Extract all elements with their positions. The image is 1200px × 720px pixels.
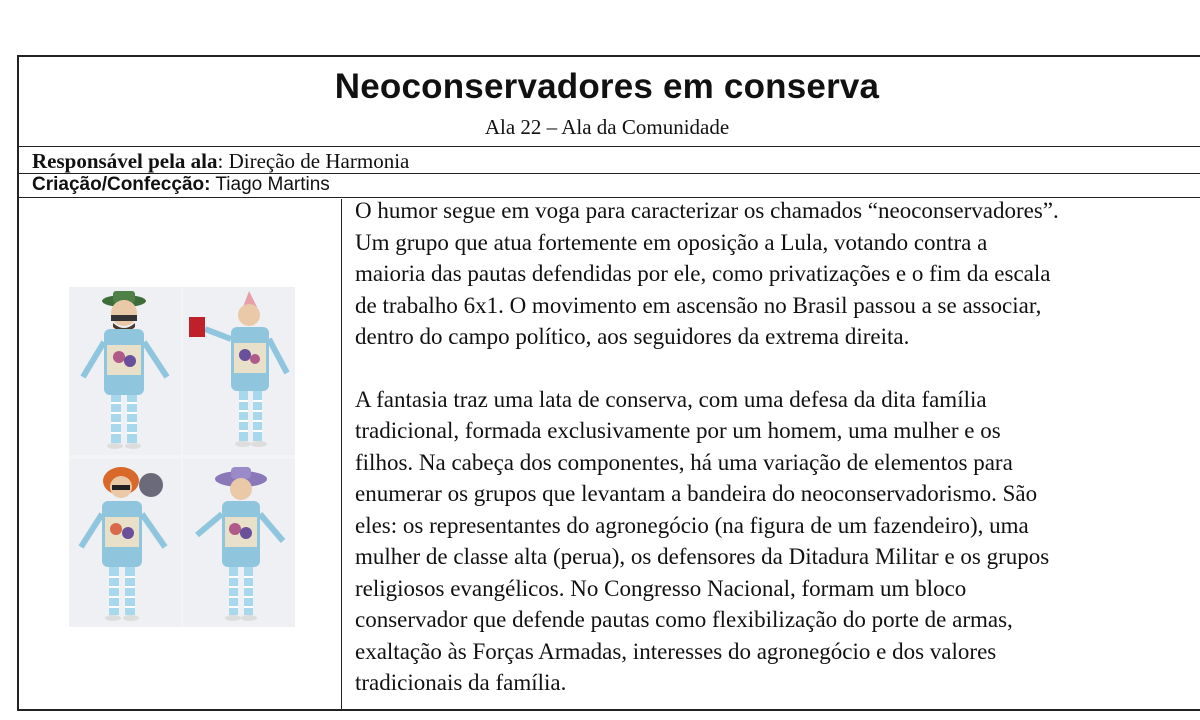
costume-photo-book (183, 287, 295, 455)
image-cell (19, 199, 342, 709)
text-line: filhos. Na cabeça dos componentes, há uma variação de elementos para (355, 449, 1013, 475)
text-line: maioria das pautas defendidas por ele, como privatizações e o fim da escala (355, 261, 1051, 286)
text-line: conservador que defende pautas como flexibilização do porte de armas, (355, 607, 1013, 632)
text-line: tradicionais da família. (355, 670, 567, 695)
text-line: O humor segue em voga para caracterizar os chamados “neoconservadores”. (355, 199, 1059, 223)
text-line: de trabalho 6x1. O movimento em ascensão no Brasil passou a se associar, (355, 292, 1042, 318)
costume-photo-grid (69, 287, 295, 627)
text-line: eles: os representantes do agronegócio (na figura de um fazendeiro), uma (355, 512, 1029, 538)
criacao-label: Criação/Confecção: (32, 174, 211, 195)
content-row (19, 199, 1200, 709)
text-line: A fantasia traz uma lata de conserva, com uma defesa da dita família (355, 386, 987, 412)
responsavel-value: : Direção de Harmonia (217, 149, 410, 173)
costume-photo-perua (69, 459, 181, 627)
criacao-value: Tiago Martins (210, 174, 330, 195)
costume-sheet (17, 55, 1200, 711)
responsavel-row (19, 147, 1200, 174)
text-line: Um grupo que atua fortemente em oposição a Lula, votando contra a (355, 229, 988, 255)
responsavel-label: Responsável pela ala (32, 149, 218, 173)
costume-photo-farmer (69, 287, 181, 455)
title-row (19, 57, 1200, 147)
text-line: religiosos evangélicos. No Congresso Nacional, formam um bloco (355, 575, 967, 601)
text-line: exaltação às Forças Armadas, interesses do agronegócio e dos valores (355, 638, 997, 664)
paragraph-gap (355, 353, 1200, 384)
costume-photo-hat (183, 459, 295, 627)
text-line: enumerar os grupos que levantam a bandeira do neoconservadorismo. São (355, 481, 1038, 506)
page-subtitle: Ala 22 – Ala da Comunidade (484, 115, 730, 139)
page-title: Neoconservadores em conserva (334, 67, 880, 106)
text-line: tradicional, formada exclusivamente por um homem, uma mulher e os (355, 418, 1001, 443)
text-line: mulher de classe alta (perua), os defensores da Ditadura Militar e os grupos (355, 544, 1050, 569)
description-cell (355, 199, 1200, 709)
text-line: dentro do campo político, aos seguidores da extrema direita. (355, 324, 910, 349)
criacao-row (19, 174, 1200, 198)
